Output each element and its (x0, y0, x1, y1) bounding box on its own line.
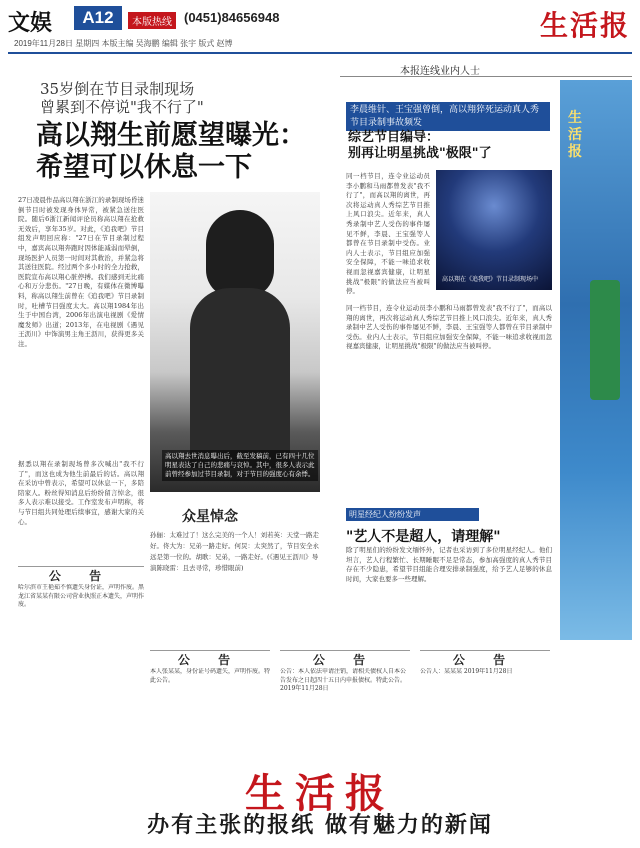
page-number: A12 (74, 6, 122, 30)
stage-photo (436, 170, 552, 290)
notice-title: 公 告 (312, 653, 378, 667)
article-column-1: 27日凌晨作品高以翔在浙江的录制现场昏迷倒节目时被发现身体异常，被紧急送往医院。随后6浙江新闻评论员称高以翔在抢救无效后，享年35岁。对此，《追我吧》节目组发声明回应称："27日在节目录制过程中，嘉宾高以翔奔跑时因体能减弱而晕倒，现场医护人员第一时间对其救治，并紧急将其送往医院。经过两个多小时的全力抢救，医院宣布高以翔心脏停搏。我们感到无比痛心和万分悲伤。"27日晚，有媒体在微博曝料，称高以翔生前曾在《追我吧》节目录制时，吐槽节目强度太大。高以翔1984年出生于中国台湾，2006年出演电视剧《爱情魔发师》出道；2013年，在电视剧《遇见王沥川》中饰演男主角王沥川，获得更多关注。 (18, 196, 144, 348)
article-headline (36, 120, 306, 184)
right-headline-line-2: 别再让明星挑战"极限"了 (348, 146, 492, 161)
strip-text: 生活报 (568, 110, 582, 160)
hotline-number: (0451)84656948 (184, 10, 280, 25)
page-footer (0, 758, 640, 848)
notice-text: 哈尔滨市王艳茹不慎遗失身份证，声明作废。黑龙江省某某有限公司营业执照正本遗失，声明作废。 (18, 584, 144, 609)
sidebar-title: 众星悼念 (182, 509, 238, 525)
notice-text: 本人张某某，身份证号码遗失，声明作废。特此公告。 (150, 668, 270, 684)
footer-slogan: 办有主张的报纸 做有魅力的新闻 (147, 812, 493, 838)
stage-photo-caption: 高以翔在《追我吧》节目录制现场中 (442, 276, 539, 283)
notice-title: 公 告 (452, 653, 518, 667)
page-header (0, 0, 640, 56)
newspaper-logo: 生活报 (539, 9, 630, 42)
subsection-body: 除了明星们的纷纷发文缅怀外，记者也采访到了多位明星经纪人。他们坦言，艺人行程繁忙、长期睡眠不足是常态，参加高强度的真人秀节目存在不少隐患，希望节目组能合理安排录制强度，给予艺人足够的休息时间，大家也要多一些理解。 (346, 546, 552, 583)
kicker-line-1: 35岁倒在节目录制现场 (40, 80, 195, 98)
notice-text: 公告：本人依法申请注销，请相关债权人自本公告发布之日起四十五日内申报债权。特此公告。2019年11月28日 (280, 668, 407, 693)
headline-line-2: 希望可以休息一下 (36, 152, 252, 183)
notice-title: 公 告 (177, 653, 243, 667)
subsection-headline: "艺人不是超人，请理解" (346, 529, 501, 545)
subsection-tag: 明星经纪人纷纷发声 (346, 508, 479, 521)
notice-box-2 (150, 650, 270, 747)
right-headline-line-1: 综艺节目编导： (348, 130, 440, 145)
notice-box-3 (280, 650, 410, 747)
notice-text: 公告人：某某某 2019年11月28日 (420, 668, 513, 675)
right-body-intro: 同一档节目，连令业运动员李小鹏和马雨都曾发表"我不行了"，而高以翔的离世，再次将运动真人秀综艺节目推上风口浪尖。近年来，真人秀录制中艺人受伤的事件屡见不鲜，李晨、王宝强等人都曾在节目录制中受伤。业内人士表示，节目组应加强安全保障，不能一味追求收视而忽视嘉宾健康，让明星挑战"极限"的做法应当被叫停。 (346, 172, 430, 296)
section-name: 文娱 (8, 10, 53, 36)
photo-caption: 高以翔去世消息曝出后，截至发稿前，已有四十几位明星表达了自己的悲痛与哀悼。其中，很多人表示此前曾经参加过节目录制，对于节目的强度心有余悸。 (162, 450, 318, 481)
celebrity-photo (150, 192, 320, 492)
notice-box-4 (420, 650, 550, 747)
sidebar-body: 孙俪：太难过了！这么完美的一个人！刘若英：天堂一路走好。佟大为：兄弟一路走好。何炅：太突然了，节目安全永远是第一位的。胡歌：兄弟，一路走好。(《遇见王沥川》导演陈晓雷：且去寻常，珍惜眼前) (150, 531, 319, 572)
right-headline (348, 130, 492, 162)
figure-body-shape (190, 288, 290, 468)
notice-title: 公 告 (48, 569, 114, 583)
headline-line-1: 高以翔生前愿望曝光： (36, 120, 306, 151)
edition-credits: 2019年11月28日 星期四 本版主编 吴海鹏 编辑 张宇 版式 赵博 (14, 39, 233, 48)
right-section-tag (340, 60, 632, 77)
strip-green-block (590, 280, 620, 400)
right-tag-label: 本报连线业内人士 (400, 66, 480, 77)
right-body-main: 同一档节目，连令业运动员李小鹏和马雨都曾发表"我不行了"，而高以翔的离世，再次将运动真人秀综艺节目推上风口浪尖。近年来，真人秀录制中艺人受伤的事件屡见不鲜，李晨、王宝强等人都曾在节目录制中受伤。业内人士表示，节目组应加强安全保障，不能一味追求收视而忽视嘉宾健康，让明星挑战"极限"的做法应当被叫停。 (346, 304, 552, 351)
vertical-ad-strip (560, 80, 632, 640)
hotline-label: 本版热线 (128, 12, 176, 29)
figure-head-shape (206, 210, 274, 298)
header-rule (8, 52, 632, 54)
article-column-2: 据悉以翔在录制现场曾多次喊出"我不行了"，而这也成为他生前最后的话。高以翔在采访中曾表示，希望可以休息一下，多陪陪家人。粉丝得知消息后纷纷留言悼念，很多人表示难以接受。工作室发布声明称，将与节目组共同处理后续事宜，感谢大家的关心。 (18, 460, 144, 526)
headline-ribbon: 李晨维针、王宝强曾倒，高以翔猝死运动真人秀节目录制事故频发 (346, 102, 550, 131)
notice-box-1 (18, 566, 144, 747)
footer-logo: 生活报 (245, 770, 395, 817)
kicker-line-2: 曾累到不停说"我不行了" (40, 98, 204, 116)
article-kicker (40, 80, 204, 116)
